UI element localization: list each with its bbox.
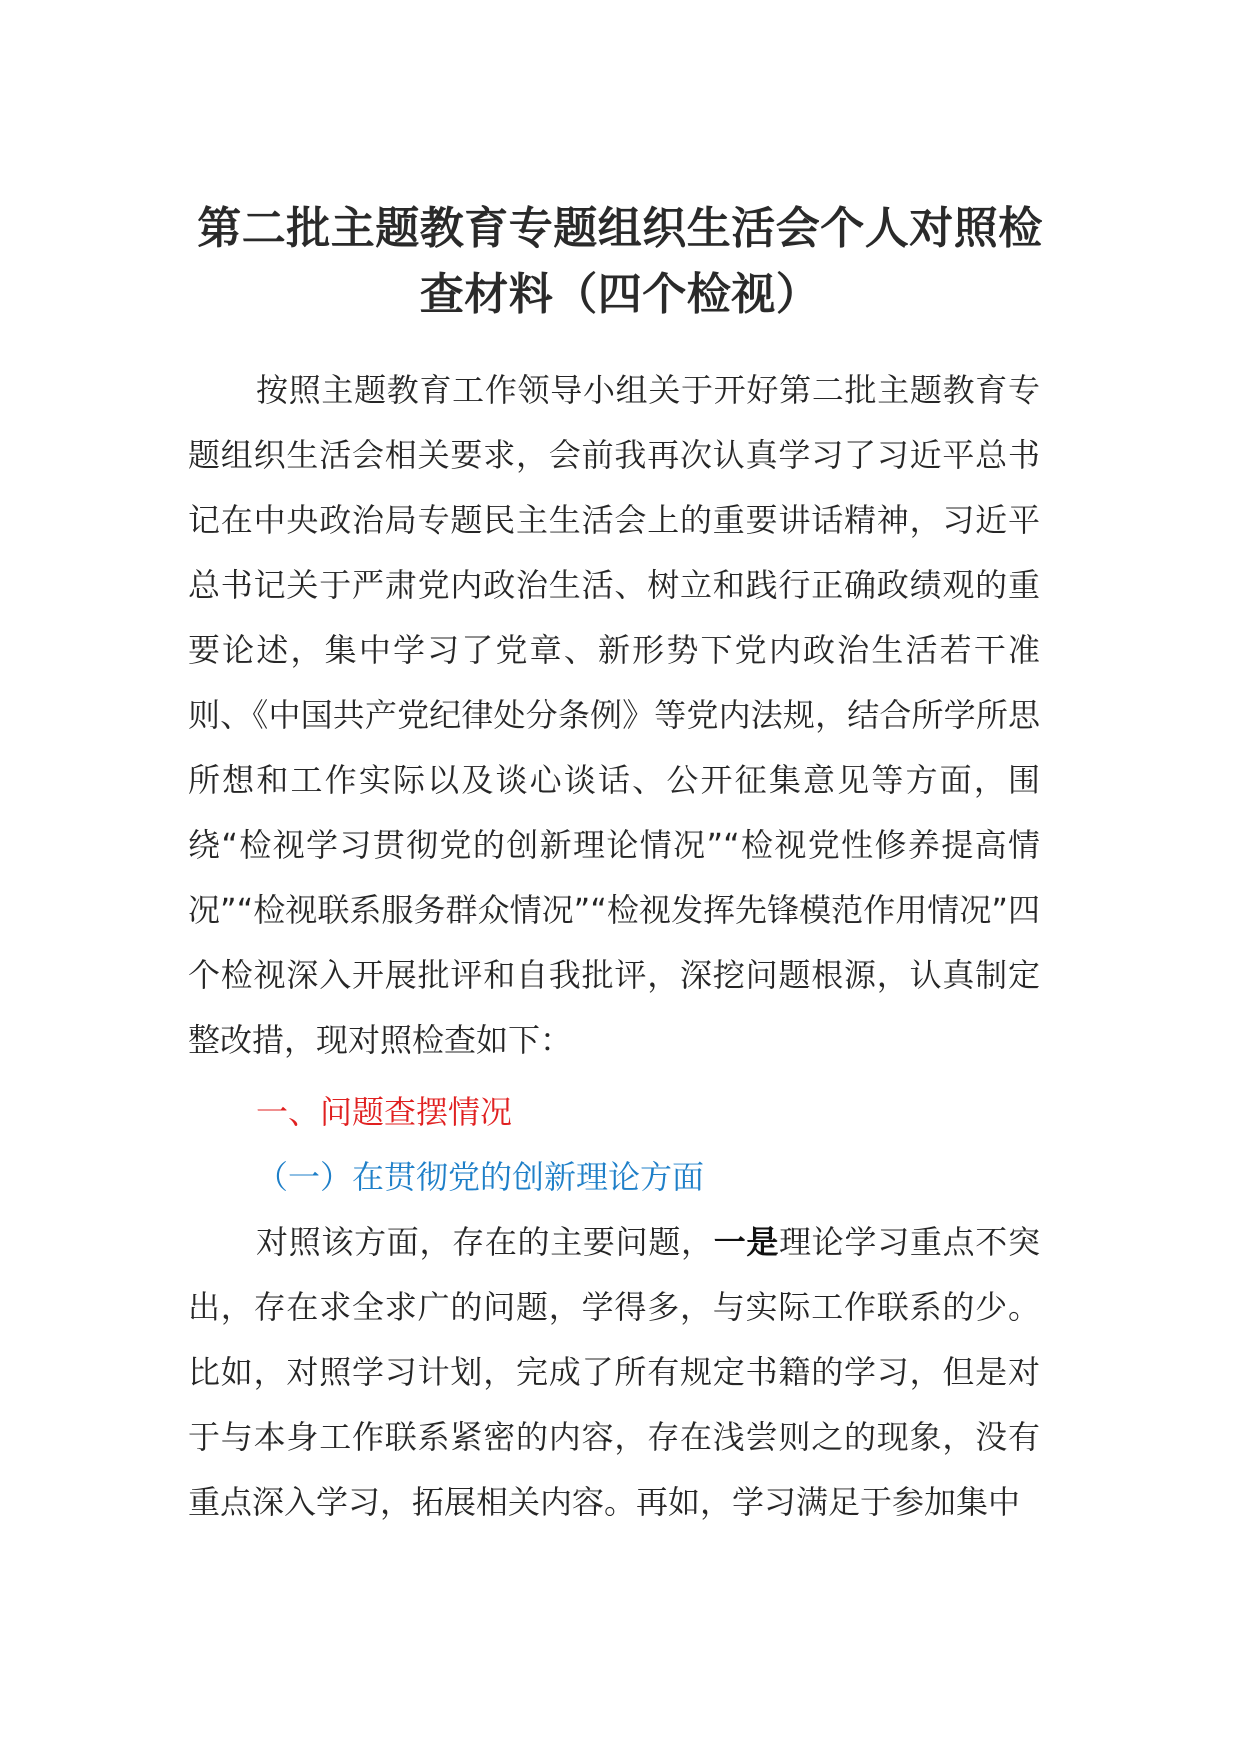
issue-paragraph-lead: 对照该方面，存在的主要问题， <box>256 1223 714 1261</box>
issue-paragraph-emphasis: 一是 <box>713 1223 780 1261</box>
document-title: 第二批主题教育专题组织生活会个人对照检查材料（四个检视） <box>197 203 1043 320</box>
intro-paragraph: 按照主题教育工作领导小组关于开好第二批主题教育专题组织生活会相关要求，会前我再次认真学习了习近平总书记在中央政治局专题民主生活会上的重要讲话精神，习近平总书记关于严肃党内政治生活、树立和践行正确政绩观的重要论述，集中学习了党章、新形势下党内政治生活若干准则、《中国共产党纪律处分条例》等党内法规，结合所学所思所想和工作实际以及谈心谈话、公开征集意见等方面，围绕“检视学习贯彻党的创新理论情况”“检视党性修养提高情况”“检视联系服务群众情况”“检视发挥先锋模范作用情况”四个检视深入开展批评和自我批评，深挖问题根源，认真制定整改措，现对照检查如下： <box>188 371 1040 1059</box>
issue-paragraph-rest: 理论学习重点不突出，存在求全求广的问题，学得多，与实际工作联系的少。比如，对照学习计划，完成了所有规定书籍的学习，但是对于与本身工作联系紧密的内容，存在浅尝则之的现象，没有重点深入学习，拓展相关内容。再如，学习满足于参加集中 <box>188 1223 1040 1521</box>
section-heading: 一、问题查摆情况 <box>256 1093 513 1131</box>
subsection-heading: （一）在贯彻党的创新理论方面 <box>256 1158 705 1196</box>
issue-paragraph <box>188 1210 1040 1535</box>
